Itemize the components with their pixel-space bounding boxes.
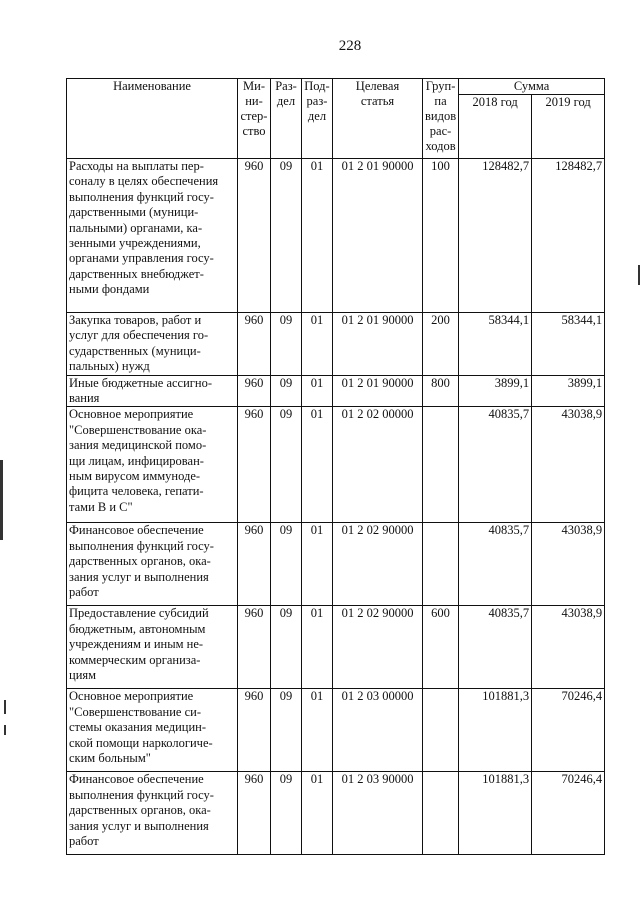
row-subsection: 01 [302, 606, 333, 689]
row-section: 09 [271, 375, 302, 407]
row-name: Предоставление субсидий бюджетным, автономным учреждениям и иным не- коммерческим организа- циям [67, 606, 238, 689]
row-target: 01 2 01 90000 [333, 313, 423, 376]
row-expense-group [423, 407, 459, 523]
row-sum-2018: 101881,3 [459, 689, 532, 772]
row-sum-2019: 128482,7 [532, 159, 605, 313]
row-sum-2018: 40835,7 [459, 606, 532, 689]
row-sum-2019: 3899,1 [532, 375, 605, 407]
row-sum-2019: 70246,4 [532, 689, 605, 772]
row-expense-group: 800 [423, 375, 459, 407]
row-name: Закупка товаров, работ и услуг для обеспечения го- сударственных (муници- пальных) нужд [67, 313, 238, 376]
scan-margin-mark [4, 725, 6, 735]
table-row [67, 606, 605, 689]
row-subsection: 01 [302, 159, 333, 313]
row-name: Финансовое обеспечение выполнения функций госу- дарственных органов, ока- зания услуг и выполнения работ [67, 772, 238, 855]
row-ministry: 960 [238, 159, 271, 313]
row-ministry: 960 [238, 407, 271, 523]
row-target: 01 2 02 90000 [333, 606, 423, 689]
row-sum-2019: 58344,1 [532, 313, 605, 376]
row-sum-2019: 43038,9 [532, 606, 605, 689]
scan-margin-mark [4, 700, 6, 714]
table-row [67, 772, 605, 855]
scan-margin-mark [0, 460, 3, 540]
row-target: 01 2 03 90000 [333, 772, 423, 855]
table-row [67, 159, 605, 313]
row-sum-2018: 40835,7 [459, 523, 532, 606]
row-name: Финансовое обеспечение выполнения функций госу- дарственных органов, ока- зания услуг и выполнения работ [67, 523, 238, 606]
header-subsection: Под- раз- дел [302, 79, 333, 159]
header-expense-group: Груп- па видов рас- ходов [423, 79, 459, 159]
header-sum: Сумма [459, 79, 605, 95]
row-subsection: 01 [302, 375, 333, 407]
row-subsection: 01 [302, 407, 333, 523]
table-row [67, 407, 605, 523]
header-year-2018: 2018 год [459, 95, 532, 159]
row-ministry: 960 [238, 523, 271, 606]
row-target: 01 2 01 90000 [333, 159, 423, 313]
row-name: Иные бюджетные ассигно- вания [67, 375, 238, 407]
row-subsection: 01 [302, 689, 333, 772]
row-target: 01 2 01 90000 [333, 375, 423, 407]
row-sum-2018: 40835,7 [459, 407, 532, 523]
row-subsection: 01 [302, 523, 333, 606]
header-target: Целевая статья [333, 79, 423, 159]
header-ministry: Ми- ни- стер- ство [238, 79, 271, 159]
row-section: 09 [271, 689, 302, 772]
row-target: 01 2 03 00000 [333, 689, 423, 772]
row-section: 09 [271, 159, 302, 313]
row-sum-2019: 70246,4 [532, 772, 605, 855]
page-number: 228 [338, 38, 362, 54]
row-section: 09 [271, 606, 302, 689]
header-year-2019: 2019 год [532, 95, 605, 159]
table-row [67, 375, 605, 407]
row-sum-2018: 3899,1 [459, 375, 532, 407]
row-ministry: 960 [238, 772, 271, 855]
row-ministry: 960 [238, 689, 271, 772]
budget-table [66, 78, 605, 855]
row-expense-group: 600 [423, 606, 459, 689]
row-ministry: 960 [238, 375, 271, 407]
row-section: 09 [271, 523, 302, 606]
row-name: Основное мероприятие "Совершенствование ока- зания медицинской помо- щи лицам, инфицирован- ным вирусом иммуноде- фицита человека, гепати- тами В и С" [67, 407, 238, 523]
row-section: 09 [271, 772, 302, 855]
row-target: 01 2 02 90000 [333, 523, 423, 606]
row-expense-group [423, 772, 459, 855]
row-expense-group: 200 [423, 313, 459, 376]
row-subsection: 01 [302, 772, 333, 855]
row-sum-2019: 43038,9 [532, 407, 605, 523]
row-section: 09 [271, 407, 302, 523]
table-row [67, 689, 605, 772]
header-section: Раз- дел [271, 79, 302, 159]
row-ministry: 960 [238, 313, 271, 376]
row-sum-2018: 128482,7 [459, 159, 532, 313]
row-expense-group [423, 689, 459, 772]
row-ministry: 960 [238, 606, 271, 689]
row-sum-2018: 101881,3 [459, 772, 532, 855]
row-sum-2019: 43038,9 [532, 523, 605, 606]
row-section: 09 [271, 313, 302, 376]
row-subsection: 01 [302, 313, 333, 376]
row-expense-group [423, 523, 459, 606]
row-name: Основное мероприятие "Совершенствование си- стемы оказания медицин- ской помощи наркологиче- ским больным" [67, 689, 238, 772]
row-sum-2018: 58344,1 [459, 313, 532, 376]
row-target: 01 2 02 00000 [333, 407, 423, 523]
table-row [67, 313, 605, 376]
row-expense-group: 100 [423, 159, 459, 313]
table-row [67, 523, 605, 606]
header-name: Наименование [67, 79, 238, 159]
row-name: Расходы на выплаты пер- соналу в целях обеспечения выполнения функций госу- дарственными (муници- пальными) органами, ка- зенными учреждениями, органами управления госу- дарственных внебюджет- ными фондами [67, 159, 238, 313]
